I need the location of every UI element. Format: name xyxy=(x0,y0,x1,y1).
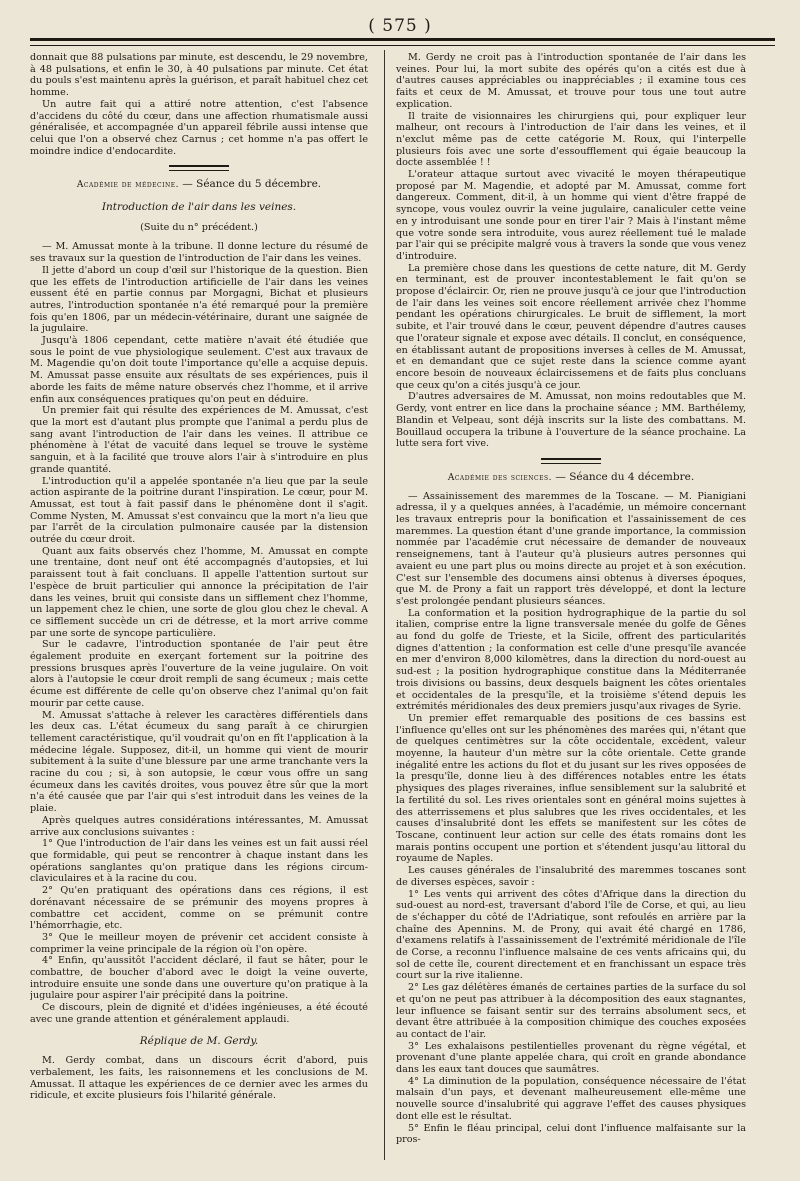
body-paragraph: Un premier fait qui résulte des expériences de M. Amussat, c'est que la mort est d'autant plus prompte que l'animal a perdu plus de sang avant l'introduction de l'air dans les veines. Il attribue ce phénomène à l'état de vacuité dans lequel se trouve le système sanguin, et à la facilité que trouve alors l'air à s'introduire en plus grande quantité. xyxy=(30,405,368,475)
body-paragraph: L'introduction qu'il a appelée spontanée n'a lieu que par la seule action aspirante de la poitrine durant l'inspiration. Le cœur, pour M. Amussat, est tout à fait passif dans le phénomène dont il s'agit. Comme Nysten, M. Amussat s'est convaincu que la mort n'a lieu que par l'arrêt de la circulation pulmonaire causée par la distension outrée du cœur droit. xyxy=(30,475,368,546)
left-intro-paragraph-2: Un autre fait qui a attiré notre attention, c'est l'absence d'accidens du côté du cœur, dans une affection rhumatismale aussi généralisée, et accompagnée d'un appareil fébrile aussi intense que celui que l'on a observé chez Carnus ; cet homme n'a pas offert le moindre indice d'endocardite. xyxy=(30,98,368,157)
conclusion-item: 3° Que le meilleur moyen de prévenir cet accident consiste à comprimer la veine principale de la région où l'on opère. xyxy=(30,931,368,955)
reply-paragraph: M. Gerdy combat, dans un discours écrit d'abord, puis verbalement, les faits, les raisonnemens et les conclusions de M. Amussat. Il attaque les expériences de ce dernier avec les armes du ridicule, et excite plusieurs fois l'hilarité générale. xyxy=(30,1055,368,1102)
top-rule xyxy=(30,38,775,46)
body-paragraph: Il jette d'abord un coup d'œil sur l'historique de la question. Bien que les effets de l'introduction artificielle de l'air dans les veines eussent été en partie connus par Morgagni, Bichat et plusieurs autres, l'introduction spontanée n'a été remarqué pour la première fois qu'en 1806, par un médecin-vétérinaire, durant une saignée de la jugulaire. xyxy=(30,264,368,335)
section-heading-title: Académie des sciences. xyxy=(447,472,553,483)
cause-item: 5° Enfin le fléau principal, celui dont l'influence malfaisante sur la pros- xyxy=(396,1122,746,1146)
body-paragraph: Les causes générales de l'insalubrité des maremmes toscanes sont de diverses espèces, savoir : xyxy=(396,865,746,888)
continuation-note: (Suite du n° précédent.) xyxy=(140,221,258,233)
cause-item: 3° Les exhalaisons pestilentielles provenant du règne végétal, et provenant d'une plante appelée chara, qui croît en grande abondance dans les eaux tant douces que saumâtres. xyxy=(396,1040,746,1076)
left-intro-paragraph-1: donnait que 88 pulsations par minute, est descendu, le 29 novembre, à 48 pulsations, et enfin le 30, à 40 pulsations par minute. Cet état du pouls s'est maintenu après la guérison, et paraît habituel chez cet homme. xyxy=(30,52,368,99)
right-paragraph: La première chose dans les questions de cette nature, dit M. Gerdy en terminant, est de prouver incontestablement le fait qu'on se propose d'éclaircir. Or, rien ne prouve jusqu'à ce jour que l'introduction de l'air dans les veines soit encore réellement arrivée chez l'homme pendant les opérations chirurgicales. Le bruit de sifflement, la mort subite, et l'air trouvé dans le cœur, peuvent dépendre d'autres causes que l'orateur signale et expose avec détails. Il conclut, en conséquence, en établissant autant de propositions inverses à celles de M. Amussat, et en demandant que ce sujet reste dans la science comme ayant encore besoin de nouveaux éclaircissemens et de faits plus concluans que ceux qu'on a cités jusqu'à ce jour. xyxy=(396,262,746,391)
cause-item: 2° Les gaz délétères émanés de certaines parties de la surface du sol et qu'on ne peut pas attribuer à la décomposition des eaux stagnantes, leur influence se faisant sentir sur des terrains absolument secs, et devant être attribuée à la composition chimique des couches exposées au contact de l'air. xyxy=(396,982,746,1040)
right-paragraph: L'orateur attaque surtout avec vivacité le moyen thérapeutique proposé par M. Magendie, et adopté par M. Amussat, comme fort dangereux. Comment, dit-il, à un homme qui vient d'être frappé de syncope, vous voulez ouvrir la veine jugulaire, canaliculer cette veine en y introduisant une sonde pour en tirer l'air ? Mais à l'instant même que votre sonde sera introduite, vous aurez réellement tué le malade par l'air qui se précipite malgré vous à travers la sonde que vous venez d'introduire. xyxy=(396,169,746,262)
article-subtitle: Introduction de l'air dans les veines. xyxy=(101,201,297,214)
section-heading-medecine xyxy=(30,179,368,192)
conclusion-item: 4° Enfin, qu'aussitôt l'accident déclaré, il faut se hâter, pour le combattre, de boucher d'abord avec le doigt la veine ouverte, introduire ensuite une sonde dans une ouverture qu'on pratique à la jugulaire pour aspirer l'air précipité dans la poitrine. xyxy=(30,955,368,1002)
body-paragraph: — Assainissement des maremmes de la Toscane. — M. Pianigiani adressa, il y a quelques années, à l'académie, un mémoire concernant les travaux entrepris pour la bonification et l'assainissement de ces maremmes. La question étant d'une grande importance, la commission nommée par l'académie crut nécessaire de demander de nouveaux renseignemens, tant à l'auteur qu'à plusieurs autres personnes qui avaient eu une part plus ou moins directe au projet et à son exécution. C'est sur l'ensemble des documens ainsi obtenus à diverses époques, que M. de Prony a fait un rapport très développé, et dont la lecture s'est prolongée pendant plusieurs séances. xyxy=(396,490,746,607)
body-paragraph: Sur le cadavre, l'introduction spontanée de l'air peut être également produite en exerçant fortement sur la poitrine des pressions brusques après l'ouverture de la veine jugulaire. On voit alors à l'autopsie le cœur droit rempli de sang écumeux ; mais cette écume est différente de celle qu'on observe chez l'animal qu'on fait mourir par cette cause. xyxy=(30,639,368,709)
right-paragraph: Il traite de visionnaires les chirurgiens qui, pour expliquer leur malheur, ont recours à l'introduction de l'air dans les veines, et il n'exclut même pas de cette catégorie M. Roux, qui l'interpelle plusieurs fois avec une sorte d'essoufflement qui égaie beaucoup la docte assemblée ! ! xyxy=(396,110,746,169)
reply-subtitle: Réplique de M. Gerdy. xyxy=(139,1034,259,1047)
right-column xyxy=(396,52,746,1159)
body-paragraph: Jusqu'à 1806 cependant, cette matière n'avait été étudiée que sous le point de vue physiologique seulement. C'est aux travaux de M. Magendie qu'on doit toute l'importance qu'elle a acquise depuis. M. Amussat passe ensuite aux résultats de ses expériences, puis il aborde les faits de même nature observés chez l'homme, et il arrive enfin aux conséquences pratiques qu'on peut en déduire. xyxy=(30,335,368,405)
body-paragraph: Après quelques autres considérations intéressantes, M. Amussat arrive aux conclusions suivantes : xyxy=(30,814,368,838)
left-column xyxy=(30,52,368,1159)
section-separator xyxy=(169,165,229,171)
right-paragraph: M. Gerdy ne croit pas à l'introduction spontanée de l'air dans les veines. Pour lui, la mort subite des opérés qu'on a cités est due à d'autres causes appréciables ou inappréciables ; il examine tous ces faits et ceux de M. Amussat, et trouve pour tous une tout autre explication. xyxy=(396,52,746,110)
body-paragraph: Un premier effet remarquable des positions de ces bassins est l'influence qu'elles ont sur les phénomènes des marées qui, n'étant que de quelques centimètres sur la côte occidentale, excèdent, valeur moyenne, la hauteur d'un mètre sur la côte orientale. Cette grande inégalité entre les actions du flot et du jusant sur les rives opposées de la presqu'île, donne lieu à des différences notables entre les états physiques des plages riveraines, influe sensiblement sur la salubrité et la fertilité du sol. Les rives orientales sont en général moins sujettes à des atterrissemens et plus salubres que les rives occidentales, et les causes d'insalubrité dont les effets se manifestent sur les côtes de Toscane, continuent leur action sur celle des états romains dont les marais pontins occupent une portion et s'étendent jusqu'au littoral du royaume de Naples. xyxy=(396,712,746,865)
column-divider xyxy=(384,50,385,1160)
section-heading-title: Académie de médecine. xyxy=(76,180,179,191)
cause-item: 1° Les vents qui arrivent des côtes d'Afrique dans la direction du sud-ouest au nord-est, traversant d'abord l'île de Corse, et qui, au lieu de s'échapper du côté de l'Adriatique, sont refoulés en arrière par la chaîne des Apennins. M. de Prony, qui avait été chargé en 1786, d'examens relatifs à l'assainissement de l'extrémité méridionale de l'île de Corse, a reconnu l'influence malsaine de ces vents africains qui, du sol de cette île, courent directement et en franchissant un espace très court sur la rive italienne. xyxy=(396,888,746,982)
body-paragraph: La conformation et la position hydrographique de la partie du sol italien, comprise entre la ligne transversale menée du golfe de Gênes au fond du golfe de Trieste, et la Sicile, offrent des particularités dignes d'attention ; la conformation est celle d'une presqu'île avancée en mer d'environ 8,000 kilomètres, dans la direction du nord-ouest au sud-est ; la position hydrographique constitue dans la Méditerranée trois divisions ou bassins, deux desquels baignent les côtes orientales et occidentales de la presqu'île, et la troisième s'étend depuis les extrémités méridionales des deux premiers jusqu'aux rivages de Syrie. xyxy=(396,607,746,713)
body-paragraph: — M. Amussat monte à la tribune. Il donne lecture du résumé de ses travaux sur la question de l'introduction de l'air dans les veines. xyxy=(30,241,368,265)
conclusion-item: 2° Qu'en pratiquant des opérations dans ces régions, il est dorénavant nécessaire de se prémunir des moyens propres à combattre cet accident, comme on se prémunit contre l'hémorrhagie, etc. xyxy=(30,885,368,932)
section-separator xyxy=(541,458,601,464)
section-heading-date: — Séance du 5 décembre. xyxy=(178,178,322,191)
section-heading-date: — Séance du 4 décembre. xyxy=(552,470,695,483)
closing-paragraph: Ce discours, plein de dignité et d'idées ingénieuses, a été écouté avec une grande attention et généralement applaudi. xyxy=(30,1002,368,1025)
conclusion-item: 1° Que l'introduction de l'air dans les veines est un fait aussi réel que formidable, qui peut se rencontrer à chaque instant dans les opérations sanglantes qu'on pratique dans les régions circum-claviculaires et à la racine du cou. xyxy=(30,838,368,885)
cause-item: 4° La diminution de la population, conséquence nécessaire de l'état malsain d'un pays, et devenant malheureusement elle-même une nouvelle source d'insalubrité qui aggrave l'effet des causes physiques dont elle est le résultat. xyxy=(396,1075,746,1122)
body-paragraph: Quant aux faits observés chez l'homme, M. Amussat en compte une trentaine, dont neuf ont été accompagnés d'autopsies, et lui paraissent tout à fait concluans. Il appelle l'attention surtout sur l'espèce de bruit particulier qui annonce la précipitation de l'air dans les veines, bruit qui consiste dans un sifflement chez l'homme, un lappement chez le chien, une sorte de glou glou chez le cheval. A ce sifflement succède un cri de détresse, et la mort arrive comme par une sorte de syncope particulière. xyxy=(30,545,368,639)
page-number: ( 575 ) xyxy=(368,16,432,36)
right-paragraph: D'autres adversaires de M. Amussat, non moins redoutables que M. Gerdy, vont entrer en lice dans la prochaine séance ; MM. Barthélemy, Blandin et Velpeau, sont déjà inscrits sur la liste des combattans. M. Bouillaud occupera la tribune à l'ouverture de la séance prochaine. La lutte sera fort vive. xyxy=(396,391,746,450)
body-paragraph: M. Amussat s'attache à relever les caractères différentiels dans les deux cas. L'état écumeux du sang paraît à ce chirurgien tellement caractéristique, qu'il voudrait qu'on en fît l'application à la médecine légale. Supposez, dit-il, un homme qui vient de mourir subitement à la suite d'une blessure par une arme tranchante vers la racine du cou ; si, à son autopsie, le cœur vous offre un sang écumeux dans les cavités droites, vous pouvez être sûr que la mort n'a été causée que par l'air qui s'est introduit dans les veines de la plaie. xyxy=(30,709,368,815)
section-heading-sciences xyxy=(396,472,746,485)
